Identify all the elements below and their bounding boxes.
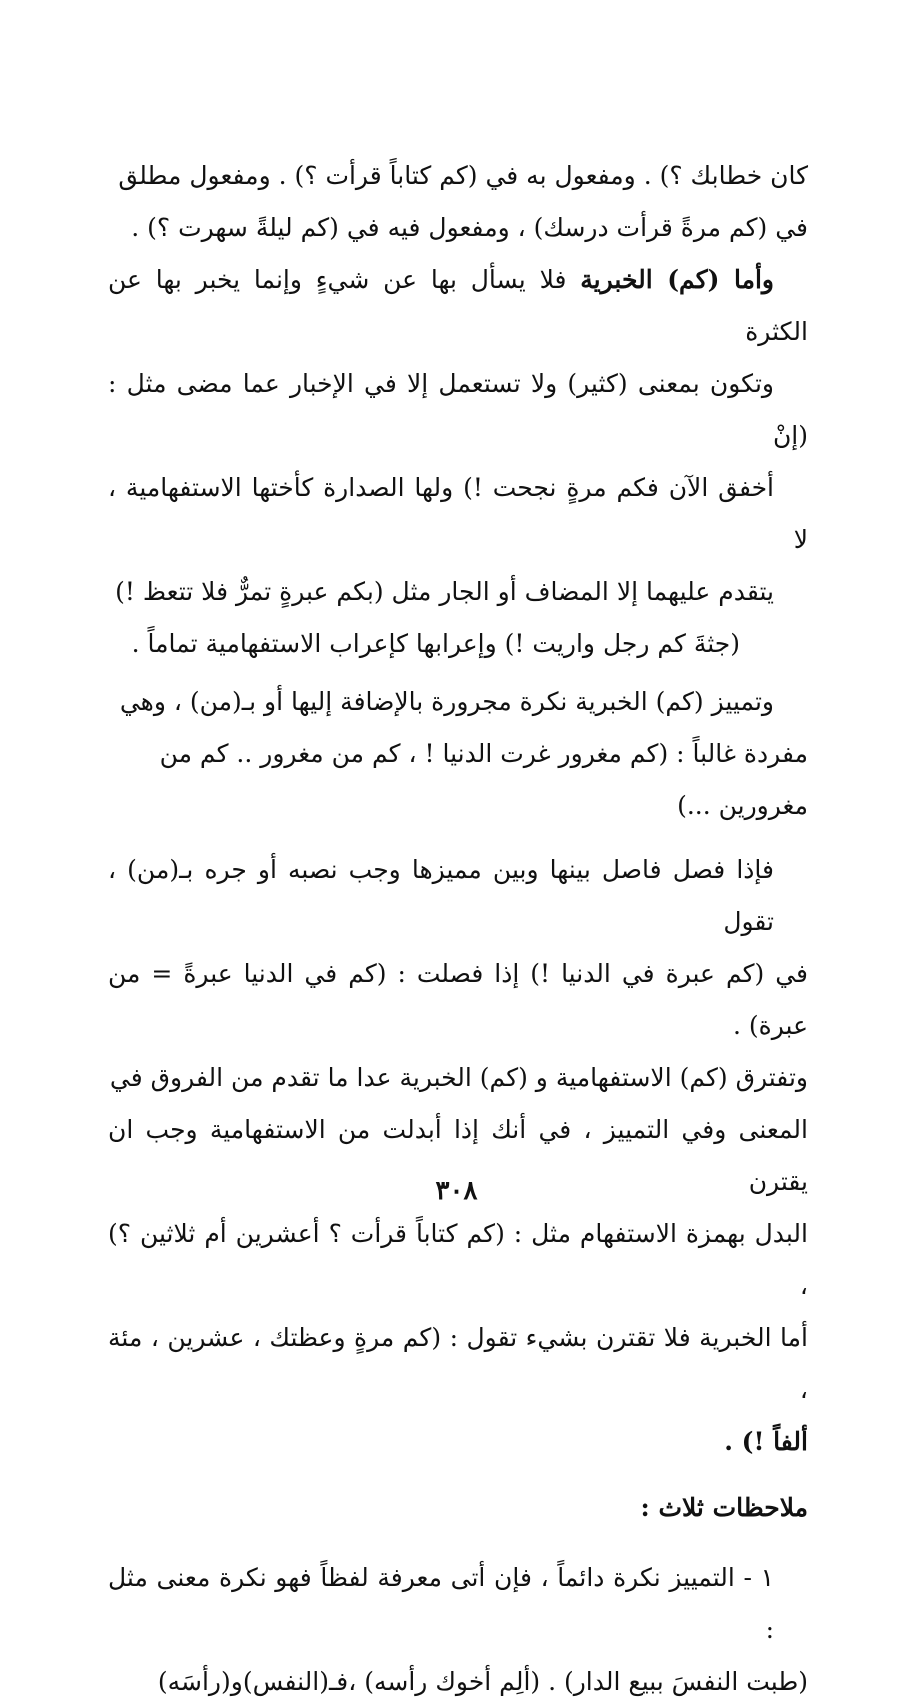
text-line: [108, 254, 808, 358]
text-line: أما الخبرية فلا تقترن بشيء تقول : (كم مرةٍ وعظتك ، عشرين ، مئة ،: [108, 1323, 808, 1404]
text-line: يتقدم عليهما إلا المضاف أو الجار مثل (بكم عبرةٍ تمرٌّ فلا تتعظ !): [115, 577, 774, 606]
text-run: فلا يسأل بها عن شيءٍ وإنما يخبر بها عن الكثرة: [108, 265, 808, 346]
text-line: ١ - التمييز نكرة دائماً ، فإن أتى معرفة لفظاً فهو نكرة معنى مثل :: [108, 1563, 774, 1644]
text-line: كان خطابك ؟) . ومفعول به في (كم كتاباً قرأت ؟) . ومفعول مطلق: [118, 161, 808, 190]
bold-lead: وأما (كم) الخبرية: [580, 265, 775, 294]
text-line: ألفاً !) .: [724, 1427, 808, 1456]
paragraph-3: [108, 676, 808, 832]
text-line: (طبت النفسَ ببيع الدار) . (ألِم أخوك رأسه) ،فـ(النفس)و(رأسَه): [157, 1667, 808, 1696]
note-1: [108, 1552, 808, 1708]
paragraph-4: [108, 844, 808, 1468]
text-line: مفردة غالباً : (كم مغرور غرت الدنيا ! ، كم من مغرور .. كم من: [159, 739, 808, 768]
text-line: وتكون بمعنى (كثير) ولا تستعمل إلا في الإخبار عما مضى مثل : (إنْ: [108, 369, 808, 450]
text-line: وتفترق (كم) الاستفهامية و (كم) الخبرية عدا ما تقدم من الفروق في: [109, 1063, 808, 1092]
page-body: [108, 150, 808, 1708]
text-line: مغرورين ...): [677, 791, 808, 820]
text-line: في (كم مرةً قرأت درسك) ، ومفعول فيه في (كم ليلةً سهرت ؟) .: [131, 213, 808, 242]
text-line: المعنى وفي التمييز ، في أنك إذا أبدلت من الاستفهامية وجب ان يقترن: [108, 1115, 808, 1196]
section-heading: ملاحظات ثلاث :: [640, 1493, 808, 1522]
text-line: في (كم عبرة في الدنيا !) إذا فصلت : (كم في الدنيا عبرةً = من عبرة) .: [108, 959, 808, 1040]
text-line: أخفق الآن فكم مرةٍ نجحت !) ولها الصدارة كأختها الاستفهامية ، لا: [108, 473, 808, 554]
text-line: فإذا فصل فاصل بينها وبين مميزها وجب نصبه أو جره بـ(من) ، تقول: [108, 855, 774, 936]
page-number: ٣٠٨: [435, 1176, 478, 1206]
paragraph-2: [108, 254, 808, 670]
text-line: البدل بهمزة الاستفهام مثل : (كم كتاباً قرأت ؟ أعشرين أم ثلاثين ؟) ،: [108, 1219, 808, 1300]
text-line: وتمييز (كم) الخبرية نكرة مجرورة بالإضافة إليها أو بـ(من) ، وهي: [119, 687, 774, 716]
paragraph-1: [108, 150, 808, 254]
text-line: (جثةَ كم رجل واريت !) وإعرابها كإعراب الاستفهامية تماماً .: [131, 629, 740, 658]
